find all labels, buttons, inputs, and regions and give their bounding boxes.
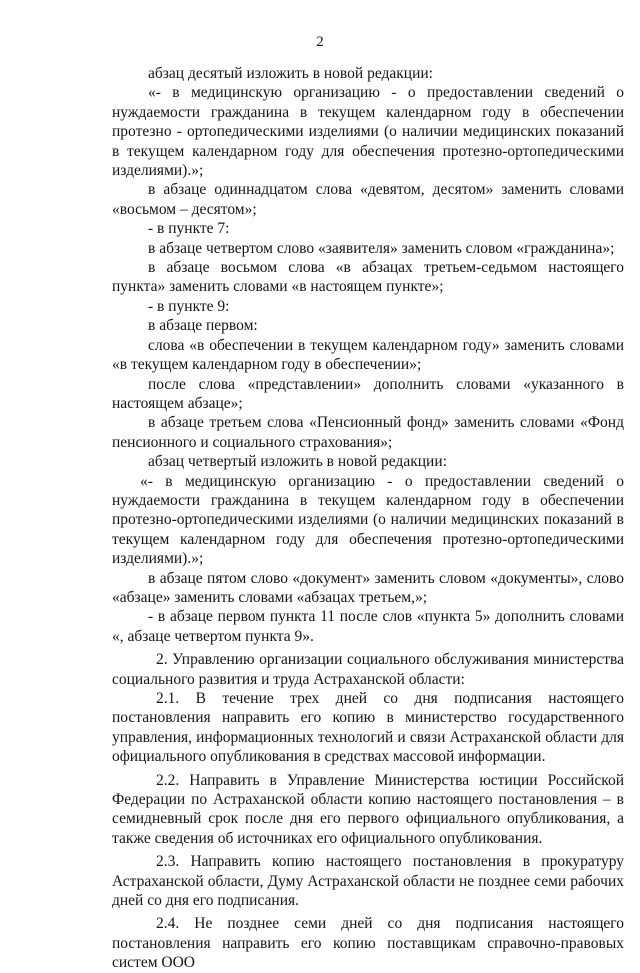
paragraph-1: абзац десятый изложить в новой редакции: [148, 65, 433, 82]
paragraph-14: в абзаце пятом слово «документ» заменить словом «документы», слово «абзаце» заменить словами «абзацах третьем,»; [112, 569, 624, 606]
paragraph-19: 2.3. Направить копию настоящего постановления в прокуратуру Астраханской области, Думу Астраханской области не позднее семи рабочих дней со дня его подписания. [112, 853, 624, 910]
paragraph-6: в абзаце восьмом слова «в абзацах третьем-седьмом настоящего пункта» заменить словами «в настоящем пункте»; [112, 259, 624, 296]
paragraph-20: 2.4. Не позднее семи дней со дня подписания настоящего постановления направить его копию поставщикам справочно-правовых систем ООО [112, 915, 624, 972]
paragraph-12: абзац четвертый изложить в новой редакции: [148, 453, 447, 471]
paragraph-4: - в пункте 7: [148, 220, 230, 238]
paragraph-10: после слова «представлении» дополнить словами «указанного в настоящем абзаце»; [112, 375, 624, 412]
paragraph-2: «- в медицинскую организацию - о предоставлении сведений о нуждаемости гражданина в текущем календарном году в обеспечении протезно - ортопедическими изделиями (о наличии медицинских показаний в текущем календарном году для обеспечения протезно-ортопедическими изделиями).»; [112, 84, 624, 180]
paragraph-5: в абзаце четвертом слово «заявителя» заменить словом «гражданина»; [148, 239, 615, 257]
paragraph-3: в абзаце одиннадцатом слова «девятом, десятом» заменить словами «восьмом – десятом»; [112, 181, 624, 218]
paragraph-13: «- в медицинскую организацию - о предоставлении сведений о нуждаемости гражданина в текущем календарном году в обеспечении протезно-ортопедическими изделиями (о наличии медицинских показаний в текущем календарном году для обеспечения протезно-ортопедическими изделиями).»; [112, 472, 624, 568]
paragraph-15: - в абзаце первом пункта 11 после слов «пункта 5» дополнить словами «, абзаце четвертом пункта 9». [112, 608, 624, 645]
page-number: 2 [316, 34, 324, 50]
document-body [112, 64, 624, 973]
paragraph-11: в абзаце третьем слова «Пенсионный фонд» заменить словами «Фонд пенсионного и социального страхования»; [112, 414, 624, 451]
paragraph-9: слова «в обеспечении в текущем календарном году» заменить словами «в текущем календарном году в обеспечении»; [112, 336, 624, 374]
paragraph-18: 2.2. Направить в Управление Министерства юстиции Российской Федерации по Астраханской области копию настоящего постановления – в семидневный срок после дня его первого официального опубликования, а также сведения об источниках его официального опубликования. [112, 771, 624, 847]
paragraph-17: 2.1. В течение трех дней со дня подписания настоящего постановления направить его копию в министерство государственного управления, информационных технологий и связи Астраханской области для официального опубликования в средствах массовой информации. [112, 690, 624, 766]
paragraph-8: в абзаце первом: [148, 317, 258, 335]
paragraph-7: - в пункте 9: [148, 297, 230, 315]
paragraph-16: 2. Управлению организации социального обслуживания министерства социального развития и труда Астраханской области: [112, 651, 624, 688]
